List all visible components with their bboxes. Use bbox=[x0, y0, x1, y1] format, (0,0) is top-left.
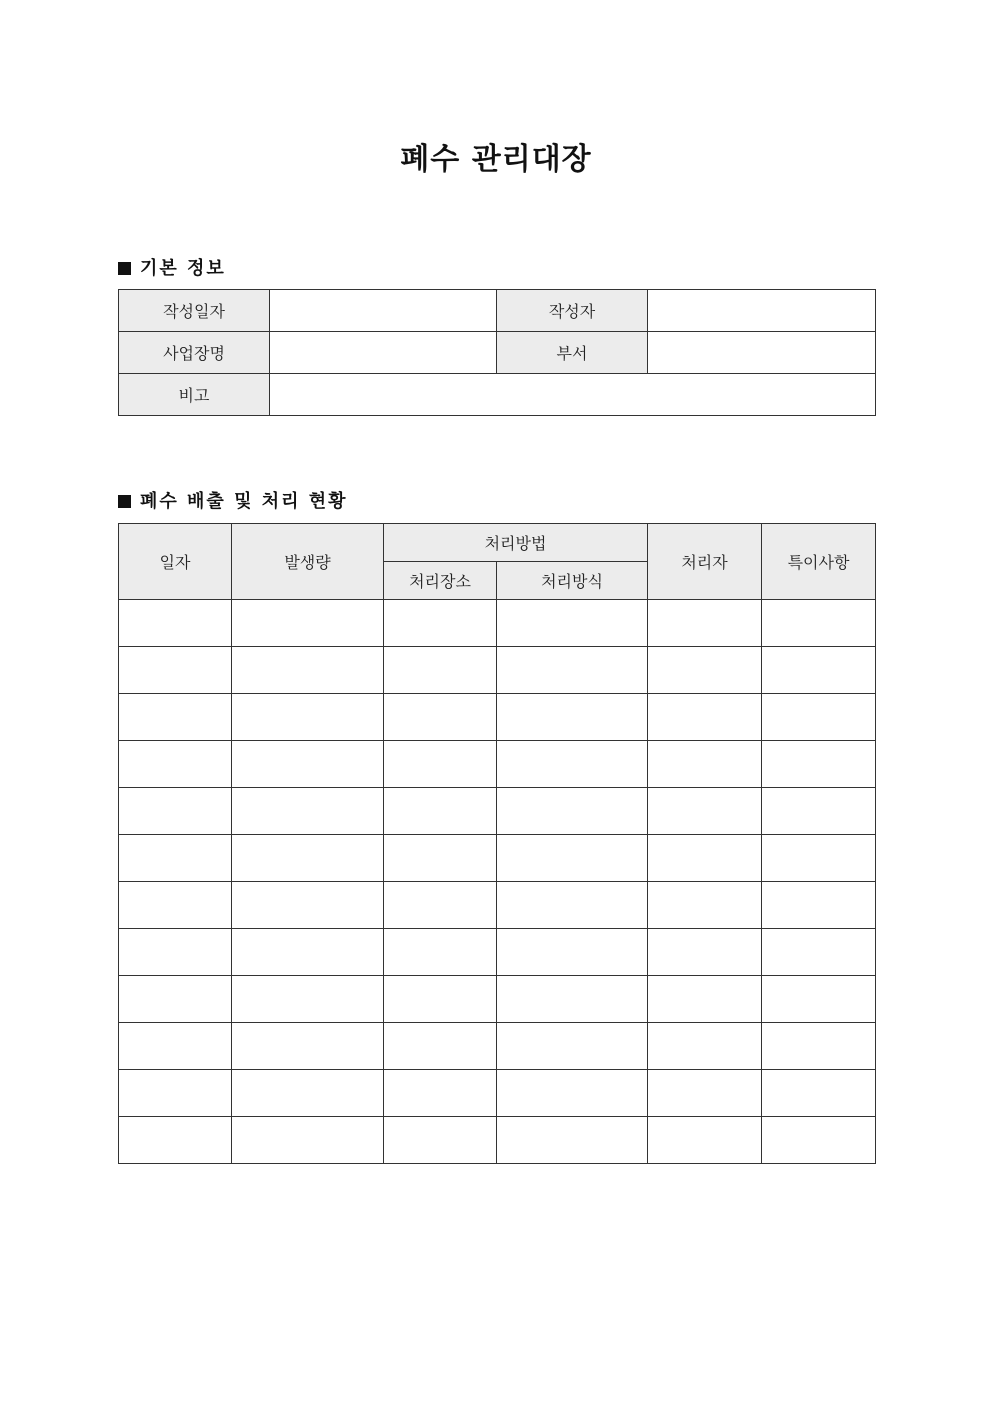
amount-cell[interactable] bbox=[232, 1070, 384, 1117]
place-cell[interactable] bbox=[384, 882, 497, 929]
amount-cell[interactable] bbox=[232, 929, 384, 976]
handler-cell[interactable] bbox=[648, 788, 762, 835]
amount-cell[interactable] bbox=[232, 882, 384, 929]
handler-cell[interactable] bbox=[648, 882, 762, 929]
method-cell[interactable] bbox=[497, 1023, 648, 1070]
notes-cell[interactable] bbox=[762, 1117, 876, 1164]
date-cell[interactable] bbox=[119, 882, 232, 929]
col-header-notes: 특이사항 bbox=[762, 524, 876, 600]
handler-cell[interactable] bbox=[648, 1070, 762, 1117]
table-row bbox=[119, 600, 876, 647]
date-field[interactable] bbox=[270, 290, 497, 332]
date-cell[interactable] bbox=[119, 1117, 232, 1164]
notes-cell[interactable] bbox=[762, 694, 876, 741]
col-header-date: 일자 bbox=[119, 524, 232, 600]
place-cell[interactable] bbox=[384, 600, 497, 647]
discharge-heading bbox=[118, 487, 348, 513]
table-row bbox=[119, 1070, 876, 1117]
col-header-method: 처리방식 bbox=[497, 562, 648, 600]
place-cell[interactable] bbox=[384, 835, 497, 882]
amount-cell[interactable] bbox=[232, 788, 384, 835]
basic-info-heading-text: 기본 정보 bbox=[140, 258, 226, 279]
table-row bbox=[119, 835, 876, 882]
handler-cell[interactable] bbox=[648, 835, 762, 882]
basic-info-row bbox=[119, 290, 876, 332]
place-cell[interactable] bbox=[384, 976, 497, 1023]
method-cell[interactable] bbox=[497, 929, 648, 976]
square-bullet-icon bbox=[118, 495, 131, 508]
amount-cell[interactable] bbox=[232, 647, 384, 694]
method-cell[interactable] bbox=[497, 600, 648, 647]
method-cell[interactable] bbox=[497, 741, 648, 788]
date-cell[interactable] bbox=[119, 976, 232, 1023]
notes-cell[interactable] bbox=[762, 1023, 876, 1070]
table-row bbox=[119, 882, 876, 929]
table-row bbox=[119, 976, 876, 1023]
remarks-field[interactable] bbox=[270, 374, 876, 416]
method-cell[interactable] bbox=[497, 1070, 648, 1117]
department-label: 부서 bbox=[497, 332, 648, 374]
method-cell[interactable] bbox=[497, 647, 648, 694]
basic-info-row bbox=[119, 374, 876, 416]
table-row bbox=[119, 929, 876, 976]
handler-cell[interactable] bbox=[648, 976, 762, 1023]
place-cell[interactable] bbox=[384, 741, 497, 788]
place-cell[interactable] bbox=[384, 1117, 497, 1164]
date-cell[interactable] bbox=[119, 600, 232, 647]
amount-cell[interactable] bbox=[232, 1117, 384, 1164]
site-label: 사업장명 bbox=[119, 332, 270, 374]
date-cell[interactable] bbox=[119, 694, 232, 741]
author-field[interactable] bbox=[648, 290, 876, 332]
basic-info-table bbox=[118, 289, 876, 416]
notes-cell[interactable] bbox=[762, 835, 876, 882]
date-cell[interactable] bbox=[119, 647, 232, 694]
author-label: 작성자 bbox=[497, 290, 648, 332]
table-row bbox=[119, 788, 876, 835]
place-cell[interactable] bbox=[384, 1070, 497, 1117]
page-title: 폐수 관리대장 bbox=[400, 142, 592, 177]
basic-info-row bbox=[119, 332, 876, 374]
col-header-place: 처리장소 bbox=[384, 562, 497, 600]
notes-cell[interactable] bbox=[762, 1070, 876, 1117]
notes-cell[interactable] bbox=[762, 647, 876, 694]
site-field[interactable] bbox=[270, 332, 497, 374]
notes-cell[interactable] bbox=[762, 929, 876, 976]
amount-cell[interactable] bbox=[232, 741, 384, 788]
place-cell[interactable] bbox=[384, 647, 497, 694]
method-cell[interactable] bbox=[497, 694, 648, 741]
handler-cell[interactable] bbox=[648, 600, 762, 647]
handler-cell[interactable] bbox=[648, 694, 762, 741]
handler-cell[interactable] bbox=[648, 647, 762, 694]
amount-cell[interactable] bbox=[232, 600, 384, 647]
place-cell[interactable] bbox=[384, 694, 497, 741]
date-cell[interactable] bbox=[119, 741, 232, 788]
date-cell[interactable] bbox=[119, 788, 232, 835]
amount-cell[interactable] bbox=[232, 1023, 384, 1070]
notes-cell[interactable] bbox=[762, 788, 876, 835]
date-cell[interactable] bbox=[119, 835, 232, 882]
table-row bbox=[119, 694, 876, 741]
discharge-table bbox=[118, 523, 876, 1164]
date-cell[interactable] bbox=[119, 929, 232, 976]
amount-cell[interactable] bbox=[232, 694, 384, 741]
discharge-heading-text: 폐수 배출 및 처리 현황 bbox=[140, 491, 348, 512]
handler-cell[interactable] bbox=[648, 1117, 762, 1164]
handler-cell[interactable] bbox=[648, 741, 762, 788]
place-cell[interactable] bbox=[384, 788, 497, 835]
notes-cell[interactable] bbox=[762, 600, 876, 647]
discharge-table-body bbox=[119, 600, 876, 1164]
place-cell[interactable] bbox=[384, 1023, 497, 1070]
table-row bbox=[119, 741, 876, 788]
amount-cell[interactable] bbox=[232, 835, 384, 882]
notes-cell[interactable] bbox=[762, 976, 876, 1023]
place-cell[interactable] bbox=[384, 929, 497, 976]
table-row bbox=[119, 647, 876, 694]
remarks-label: 비고 bbox=[119, 374, 270, 416]
basic-info-heading bbox=[118, 254, 226, 280]
handler-cell[interactable] bbox=[648, 1023, 762, 1070]
col-header-amount: 발생량 bbox=[232, 524, 384, 600]
date-label: 작성일자 bbox=[119, 290, 270, 332]
notes-cell[interactable] bbox=[762, 882, 876, 929]
department-field[interactable] bbox=[648, 332, 876, 374]
square-bullet-icon bbox=[118, 262, 131, 275]
method-cell[interactable] bbox=[497, 1117, 648, 1164]
amount-cell[interactable] bbox=[232, 976, 384, 1023]
table-row bbox=[119, 1023, 876, 1070]
notes-cell[interactable] bbox=[762, 741, 876, 788]
col-header-handler: 처리자 bbox=[648, 524, 762, 600]
method-cell[interactable] bbox=[497, 976, 648, 1023]
date-cell[interactable] bbox=[119, 1070, 232, 1117]
discharge-header-row bbox=[119, 524, 876, 562]
method-cell[interactable] bbox=[497, 788, 648, 835]
date-cell[interactable] bbox=[119, 1023, 232, 1070]
table-row bbox=[119, 1117, 876, 1164]
method-cell[interactable] bbox=[497, 882, 648, 929]
col-header-method-group: 처리방법 bbox=[384, 524, 648, 562]
method-cell[interactable] bbox=[497, 835, 648, 882]
handler-cell[interactable] bbox=[648, 929, 762, 976]
